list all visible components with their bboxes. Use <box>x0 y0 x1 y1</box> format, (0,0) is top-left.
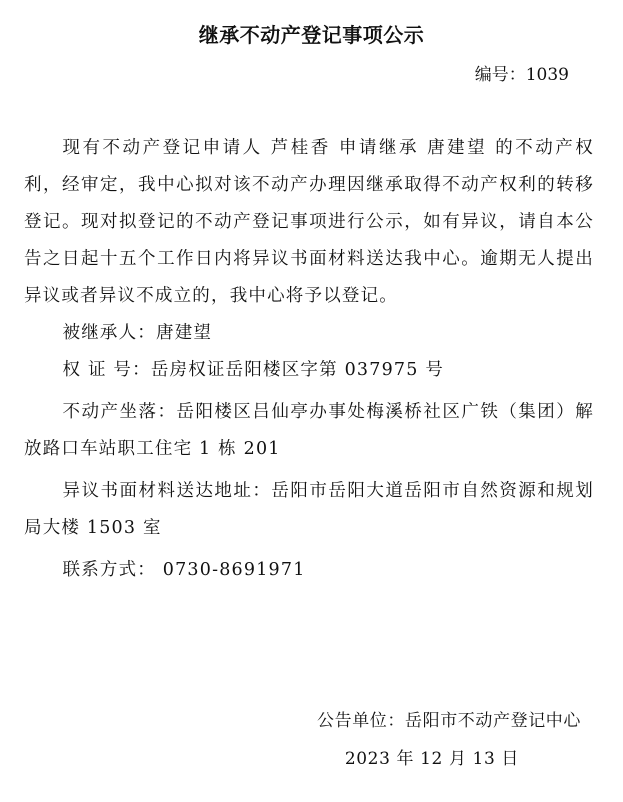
issue-date: 2023 年 12 月 13 日 <box>344 749 519 769</box>
certificate-number-field: 权 证 号：岳房权证岳阳楼区字第 037975 号 <box>62 360 445 380</box>
objection-address-field: 异议书面材料送达地址：岳阳市岳阳大道岳阳市自然资源和规划局大楼 1503 室 <box>24 481 594 538</box>
issuing-authority: 公告单位：岳阳市不动产登记中心 <box>317 711 581 731</box>
notice-content <box>24 130 594 589</box>
serial-number: 编号：1039 <box>474 65 569 85</box>
property-location-field: 不动产坐落：岳阳楼区吕仙亭办事处梅溪桥社区广铁（集团）解放路口车站职工住宅 1 栋 201 <box>24 402 594 459</box>
contact-field: 联系方式： 0730-8691971 <box>62 560 306 580</box>
document-title: 继承不动产登记事项公示 <box>198 23 425 47</box>
decedent-field: 被继承人：唐建望 <box>62 323 213 343</box>
notice-body-paragraph: 现有不动产登记申请人 芦桂香 申请继承 唐建望 的不动产权利，经审定，我中心拟对该不动产办理因继承取得不动产权利的转移登记。现对拟登记的不动产登记事项进行公示，如有异议，请自本公告之日起十五个工作日内将异议书面材料送达我中心。逾期无人提出异议或者异议不成立的，我中心将予以登记。 <box>24 138 594 306</box>
